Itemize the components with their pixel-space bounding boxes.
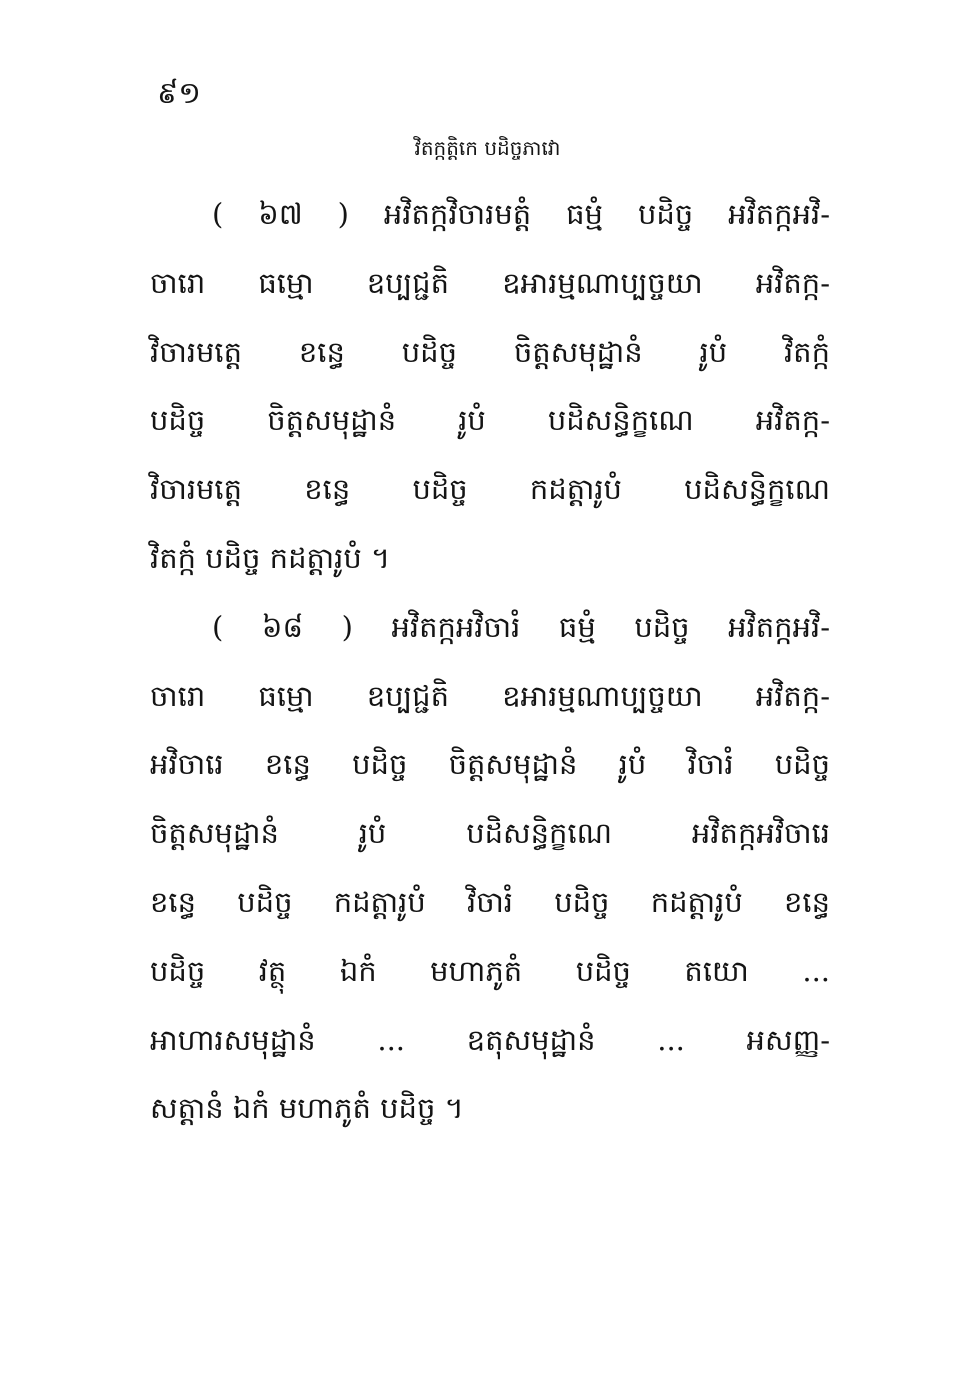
text-line: វិតក្កំ បដិច្ច កដត្តារូបំ ។: [150, 540, 391, 575]
text-line: បដិច្ច វត្ថុ ឯកំ មហាភូតំ បដិច្ច តយោ ...: [150, 953, 830, 988]
page-number: ៩១: [157, 76, 201, 111]
text-line: បដិច្ច ចិត្តសមុដ្ឋានំ រូបំ បដិសន្ធិក្ខណេ អវិតក្ក-: [150, 403, 830, 438]
text-line: ចារោ ធម្មោ ឧប្បជ្ជតិ ឧអារម្មណាប្បច្ចយា អវិតក្ក-: [150, 678, 830, 713]
text-line: អវិចារេ ខន្ធេ បដិច្ច ចិត្តសមុដ្ឋានំ រូបំ វិចារំ បដិច្ច: [150, 747, 830, 782]
text-line: វិចារមត្តេ ខន្ធេ បដិច្ច កដត្តារូបំ បដិសន្ធិក្ខណេ: [150, 472, 830, 507]
section-title: វិតក្កត្តិកេ បដិច្ចភាវោ: [414, 136, 561, 160]
text-line: ខន្ធេ បដិច្ច កដត្តារូបំ វិចារំ បដិច្ច កដត្តារូបំ ខន្ធេ: [150, 884, 830, 919]
text-line: ( ៦៨ ) អវិតក្កអវិចារំ ធម្មំ បដិច្ច អវិតក្កអវិ-: [212, 609, 830, 644]
body-text: [150, 180, 830, 1143]
text-line: អាហារសមុដ្ឋានំ ... ឧតុសមុដ្ឋានំ ... អសញ្ញ-: [150, 1022, 830, 1057]
text-line: ចារោ ធម្មោ ឧប្បជ្ជតិ ឧអារម្មណាប្បច្ចយា អវិតក្ក-: [150, 265, 830, 300]
text-line: ចិត្តសមុដ្ឋានំ រូបំ បដិសន្ធិក្ខណេ អវិតក្កអវិចារេ: [150, 816, 830, 851]
text-line: សត្តានំ ឯកំ មហាភូតំ បដិច្ច ។: [150, 1091, 464, 1126]
text-line: ( ៦៧ ) អវិតក្កវិចារមត្តំ ធម្មំ បដិច្ច អវិតក្កអវិ-: [212, 197, 830, 231]
text-line: វិចារមត្តេ ខន្ធេ បដិច្ច ចិត្តសមុដ្ឋានំ រូបំ វិតក្កំ: [150, 334, 830, 369]
